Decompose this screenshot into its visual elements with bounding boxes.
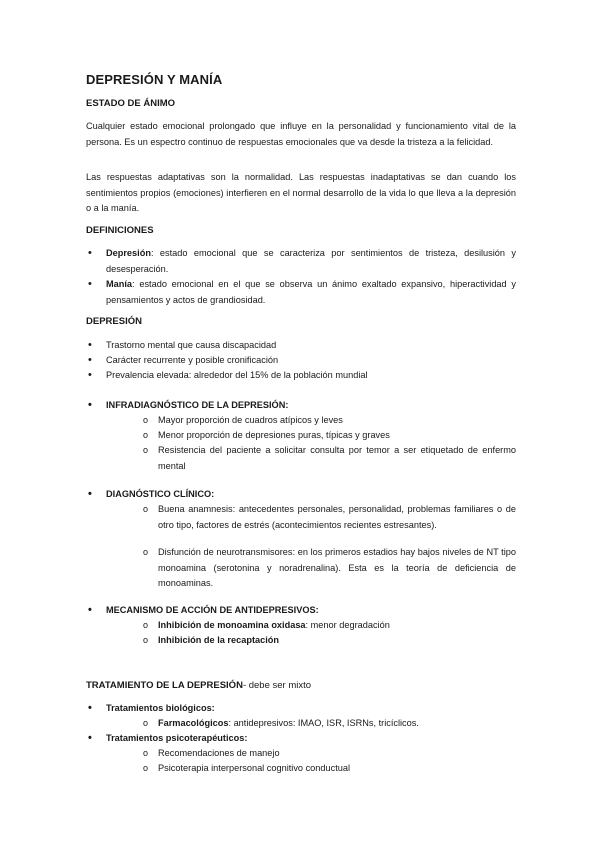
list-subitem: o Menor proporción de depresiones puras, típicas y graves (158, 428, 516, 444)
list-subitem (158, 716, 516, 732)
paragraph-estado-1: Cualquier estado emocional prolongado que influye en la personalidad y funcionamiento vital de la persona. Es un espectro continuo de respuestas emocionales que va desde la tristeza a la felicidad. (86, 121, 516, 147)
paragraph-estado-2: Las respuestas adaptativas son la normalidad. Las respuestas inadaptativas se dan cuando los sentimientos propios (emociones) interfieren en el normal desarrollo de la vida lo que lleva a la depresión o a la manía. (86, 172, 516, 213)
document-title: DEPRESIÓN Y MANÍA (86, 72, 223, 87)
heading-infradiagnostico: • INFRADIAGNÓSTICO DE LA DEPRESIÓN: (106, 398, 516, 414)
heading-tratamiento-suffix: - debe ser mixto (242, 680, 312, 691)
list-subitem: o Buena anamnesis: antecedentes personales, personalidad, problemas familiares o de otro tipo, factores de estrés (acontecimientos recientes estresantes). (158, 502, 516, 533)
heading-tratamiento-title: TRATAMIENTO DE LA DEPRESIÓN (86, 680, 243, 691)
definition-term: Manía (106, 279, 133, 289)
heading-mecanismo-accion: • MECANISMO DE ACCIÓN DE ANTIDEPRESIVOS: (106, 603, 516, 619)
list-item-biologicos: • Tratamientos biológicos: (106, 701, 516, 717)
heading-depresion: DEPRESIÓN (86, 316, 142, 327)
list-subitem: o Resistencia del paciente a solicitar consulta por temor a ser etiquetado de enfermo mental (158, 443, 516, 474)
subitem-term: Inhibición de monoamina oxidasa (158, 620, 306, 630)
subitem-term: Inhibición de la recaptación (158, 635, 279, 645)
definition-depresion (106, 246, 516, 277)
list-subitem: o Disfunción de neurotransmisores: en los primeros estadios hay bajos niveles de NT tipo monoamina (serotonina y noradrenalina). Esta es la teoría de deficiencia de monoaminas. (158, 545, 516, 592)
heading-estado-animo: ESTADO DE ÁNIMO (86, 98, 176, 109)
list-item: • Trastorno mental que causa discapacidad (106, 338, 516, 354)
definition-text: : estado emocional en el que se observa un ánimo exaltado expansivo, hiperactividad y pensamientos y actos de grandiosidad. (106, 279, 516, 305)
subitem-text: : antidepresivos: IMAO, ISR, ISRNs, tricíclicos. (228, 718, 419, 728)
subitem-text: : menor degradación (305, 620, 390, 630)
heading-tratamiento (86, 680, 311, 691)
definition-term: Depresión (106, 248, 151, 258)
list-subitem: o Recomendaciones de manejo (158, 746, 516, 762)
list-subitem (158, 618, 516, 634)
heading-definiciones: DEFINICIONES (86, 225, 154, 236)
list-subitem: o Psicoterapia interpersonal cognitivo conductual (158, 761, 516, 777)
list-subitem (158, 633, 516, 649)
subitem-term: Farmacológicos (158, 718, 229, 728)
list-item-psicoterapeuticos: • Tratamientos psicoterapéuticos: (106, 731, 516, 747)
list-subitem: o Mayor proporción de cuadros atípicos y leves (158, 413, 516, 429)
heading-diagnostico-clinico: • DIAGNÓSTICO CLÍNICO: (106, 487, 516, 503)
definition-mania (106, 277, 516, 308)
list-item: • Carácter recurrente y posible cronificación (106, 353, 516, 369)
definition-text: : estado emocional que se caracteriza por sentimientos de tristeza, desilusión y desesperación. (106, 248, 516, 274)
list-item: • Prevalencia elevada: alrededor del 15% de la población mundial (106, 368, 516, 384)
